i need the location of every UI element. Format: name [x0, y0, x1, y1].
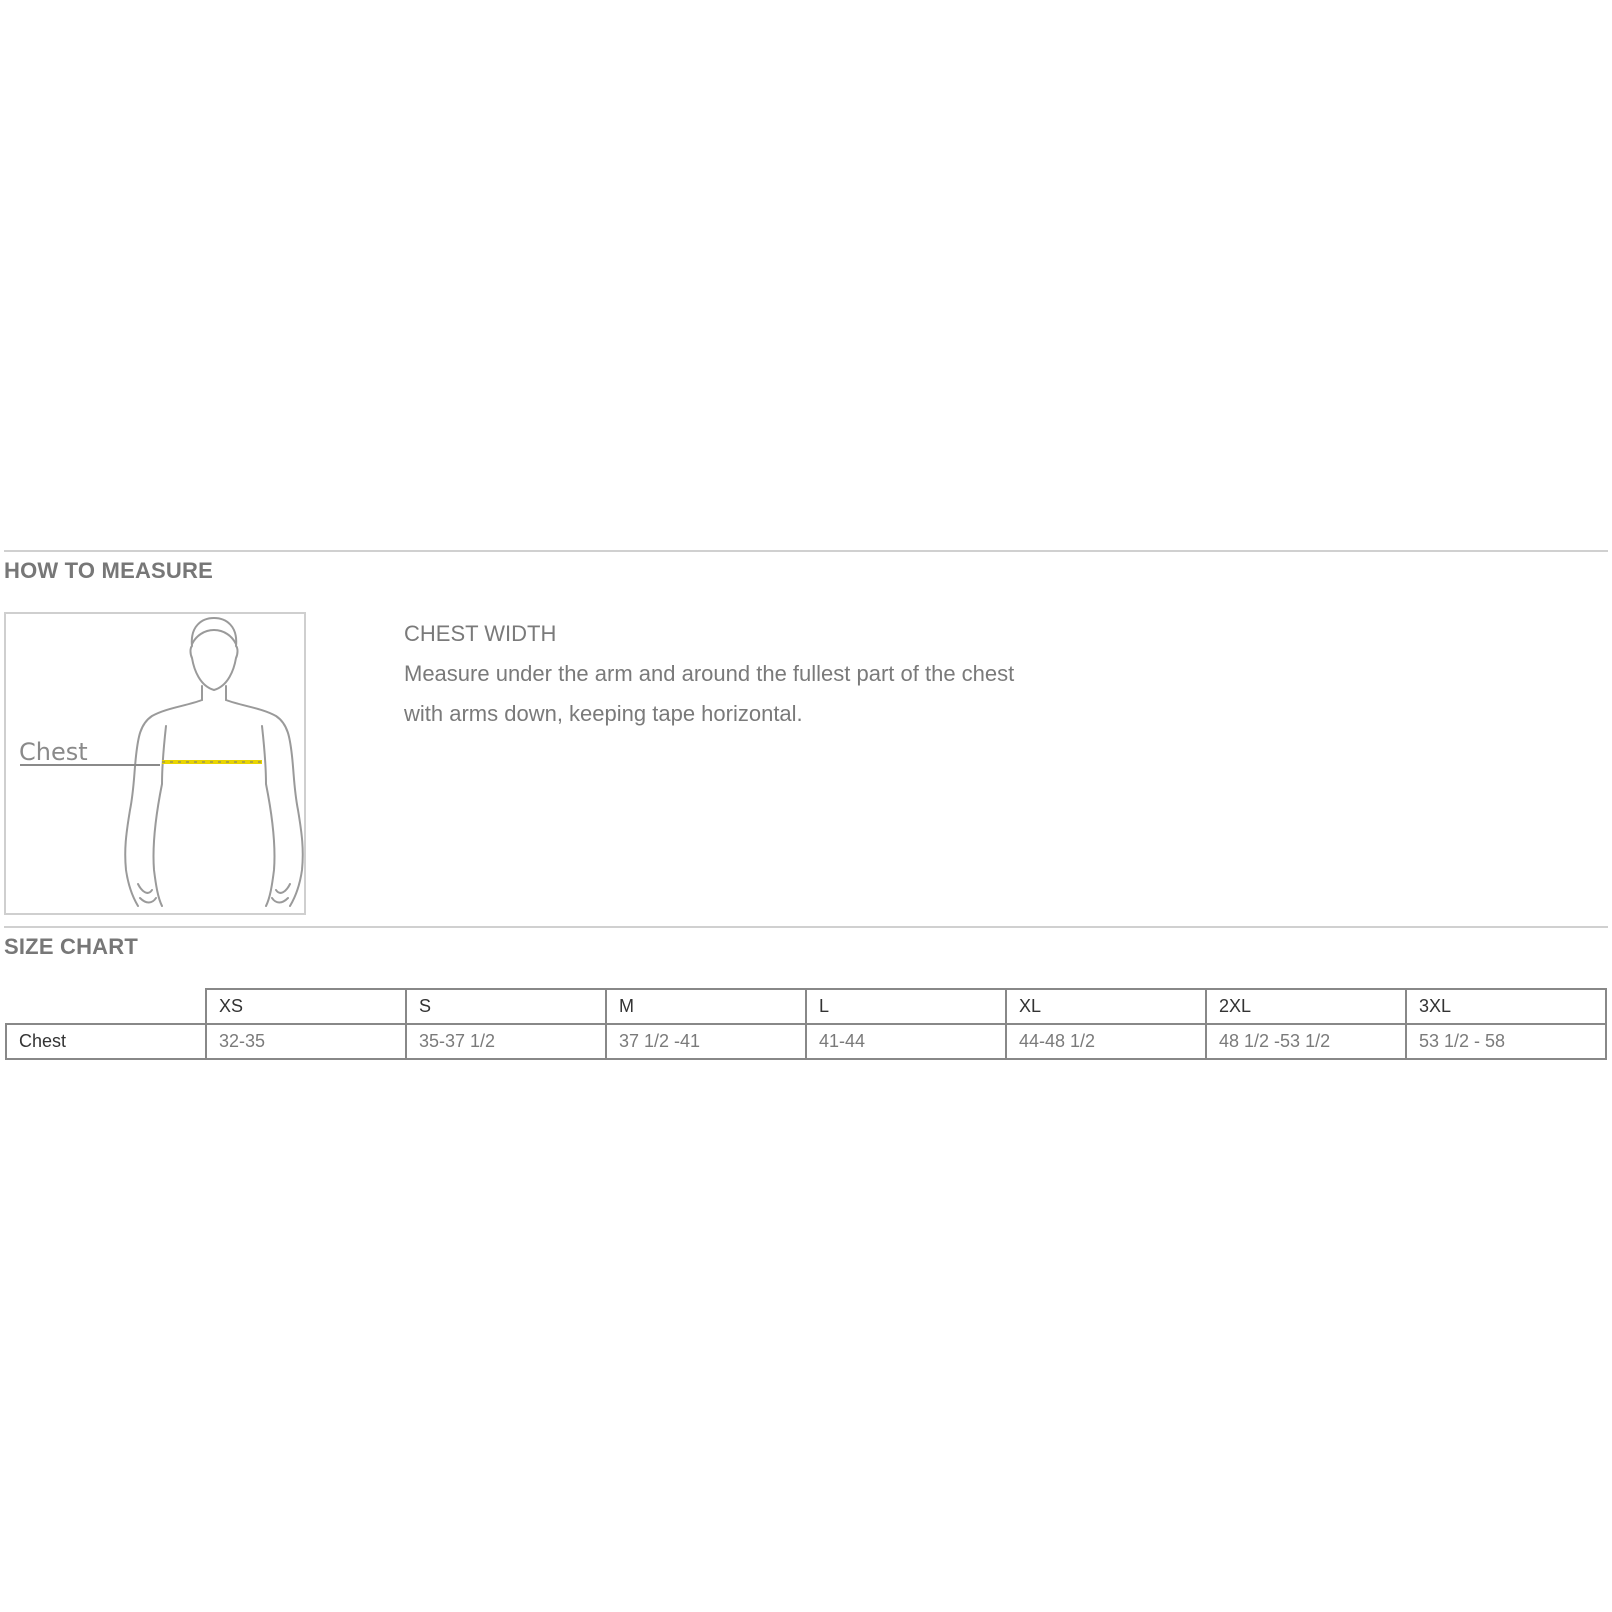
- chest-measure-illustration: [4, 612, 306, 915]
- size-header-s: S: [406, 989, 606, 1024]
- chest-value-l: 41-44: [806, 1024, 1006, 1059]
- size-header-l: L: [806, 989, 1006, 1024]
- size-header-xs: XS: [206, 989, 406, 1024]
- size-chart-title: SIZE CHART: [4, 934, 138, 959]
- chest-figure-label: Chest: [19, 738, 88, 766]
- chest-value-s: 35-37 1/2: [406, 1024, 606, 1059]
- size-header-2xl: 2XL: [1206, 989, 1406, 1024]
- measure-instructions: [404, 614, 1124, 734]
- chest-value-3xl: 53 1/2 - 58: [1406, 1024, 1606, 1059]
- chest-value-xs: 32-35: [206, 1024, 406, 1059]
- table-row: [6, 1024, 1606, 1059]
- chest-value-m: 37 1/2 -41: [606, 1024, 806, 1059]
- how-to-measure-title: HOW TO MEASURE: [4, 558, 213, 583]
- size-header-m: M: [606, 989, 806, 1024]
- measure-description-line-1: Measure under the arm and around the fullest part of the chest: [404, 661, 1015, 686]
- row-label-chest: Chest: [6, 1024, 206, 1059]
- measure-description-line-2: with arms down, keeping tape horizontal.: [404, 701, 803, 726]
- chest-width-heading: CHEST WIDTH: [404, 621, 557, 646]
- size-header-3xl: 3XL: [1406, 989, 1606, 1024]
- size-header-xl: XL: [1006, 989, 1206, 1024]
- size-chart-table: [5, 988, 1607, 1060]
- middle-divider: [4, 926, 1608, 928]
- corner-cell: [6, 989, 206, 1024]
- top-divider: [4, 550, 1608, 552]
- size-header-row: [6, 989, 1606, 1024]
- chest-value-2xl: 48 1/2 -53 1/2: [1206, 1024, 1406, 1059]
- chest-value-xl: 44-48 1/2: [1006, 1024, 1206, 1059]
